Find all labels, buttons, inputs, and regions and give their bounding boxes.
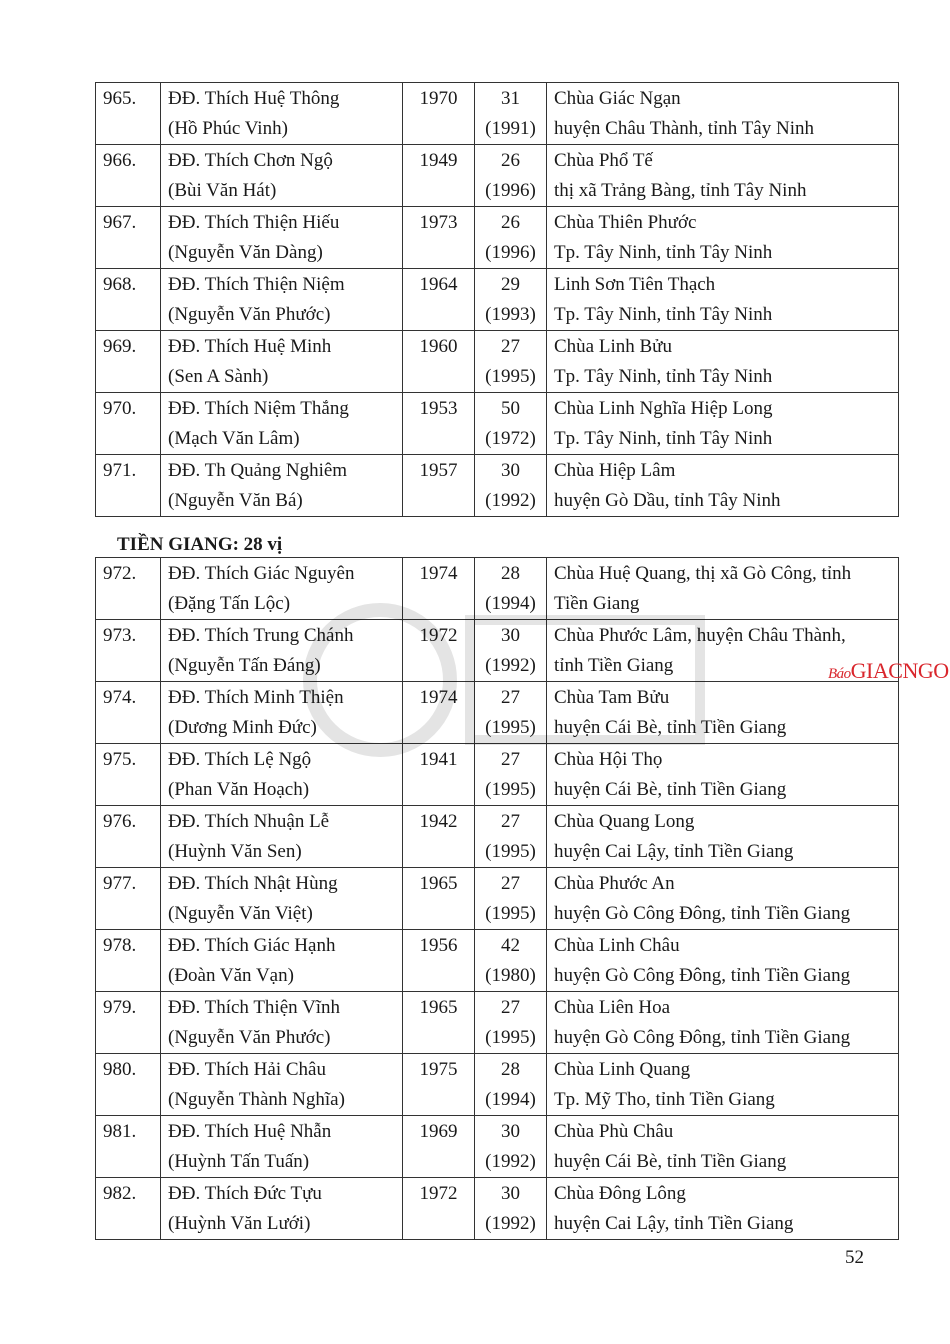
entry-number: 970. <box>96 393 161 455</box>
entry-age-line: 31 <box>501 88 520 109</box>
table-row <box>96 744 899 806</box>
table-row <box>96 806 899 868</box>
entry-age-line: 29 <box>501 274 520 295</box>
entry-birth-year: 1957 <box>403 455 475 517</box>
entry-age-line: 27 <box>501 336 520 357</box>
entry-number: 965. <box>96 83 161 145</box>
entry-birth-year: 1965 <box>403 992 475 1054</box>
entry-temple <box>547 558 899 620</box>
entry-birth-year: 1969 <box>403 1116 475 1178</box>
entry-temple-line: Chùa Thiên Phước <box>554 212 697 233</box>
entry-number: 976. <box>96 806 161 868</box>
entry-age-line: 27 <box>501 749 520 770</box>
entry-name <box>161 145 403 207</box>
entry-age-line: (1995) <box>485 1027 536 1048</box>
entry-temple-line: Chùa Tam Bửu <box>554 687 670 708</box>
table-row <box>96 207 899 269</box>
entry-temple <box>547 868 899 930</box>
entry-name <box>161 269 403 331</box>
entry-birth-year: 1942 <box>403 806 475 868</box>
entry-age-line: 27 <box>501 811 520 832</box>
entry-temple <box>547 1054 899 1116</box>
entry-name-line: (Nguyễn Văn Việt) <box>168 903 313 924</box>
entry-name <box>161 806 403 868</box>
entry-number: 967. <box>96 207 161 269</box>
entry-temple-line: Linh Sơn Tiên Thạch <box>554 274 716 295</box>
entry-temple-line: thị xã Trảng Bàng, tỉnh Tây Ninh <box>554 180 807 201</box>
entry-age <box>475 620 547 682</box>
entry-temple <box>547 930 899 992</box>
entry-name-line: (Nguyễn Văn Bá) <box>168 490 303 511</box>
entry-temple-line: Chùa Linh Bửu <box>554 336 672 357</box>
table-row <box>96 682 899 744</box>
entry-temple-line: Chùa Phù Châu <box>554 1121 674 1142</box>
entry-name-line: (Dương Minh Đức) <box>168 717 317 738</box>
entry-temple-line: huyện Gò Dầu, tỉnh Tây Ninh <box>554 490 781 511</box>
entry-temple <box>547 455 899 517</box>
entry-age-line: (1996) <box>485 242 536 263</box>
entry-age <box>475 1116 547 1178</box>
table-row <box>96 83 899 145</box>
entry-birth-year: 1974 <box>403 558 475 620</box>
entry-birth-year: 1960 <box>403 331 475 393</box>
section-title: TIỀN GIANG: 28 vị <box>117 534 283 555</box>
entry-age <box>475 1178 547 1240</box>
entry-age-line: 27 <box>501 997 520 1018</box>
entry-name <box>161 455 403 517</box>
entry-age-line: (1980) <box>485 965 536 986</box>
entry-name-line: ĐĐ. Thích Trung Chánh <box>168 625 354 646</box>
table-row <box>96 558 899 620</box>
entry-temple <box>547 992 899 1054</box>
entry-age-line: (1992) <box>485 1151 536 1172</box>
entry-name-line: (Nguyễn Thành Nghĩa) <box>168 1089 345 1110</box>
entry-age <box>475 83 547 145</box>
entry-name-line: (Huỳnh Văn Sen) <box>168 841 302 862</box>
entry-name-line: (Sen A Sành) <box>168 366 269 387</box>
entry-name <box>161 207 403 269</box>
entry-age-line: 26 <box>501 212 520 233</box>
entry-name-line: ĐĐ. Thích Huệ Minh <box>168 336 332 357</box>
entry-age-line: 27 <box>501 687 520 708</box>
entry-name-line: ĐĐ. Thích Thiện Vĩnh <box>168 997 341 1018</box>
entry-temple <box>547 145 899 207</box>
entry-age-line: (1992) <box>485 490 536 511</box>
entry-name-line: ĐĐ. Thích Lệ Ngộ <box>168 749 312 770</box>
entry-temple-line: huyện Cai Lậy, tỉnh Tiền Giang <box>554 841 794 862</box>
entry-temple-line: huyện Châu Thành, tỉnh Tây Ninh <box>554 118 814 139</box>
table-row <box>96 269 899 331</box>
entry-age <box>475 744 547 806</box>
entry-name-line: (Nguyễn Văn Phước) <box>168 304 331 325</box>
entry-temple-line: Tp. Tây Ninh, tỉnh Tây Ninh <box>554 304 773 325</box>
entry-age-line: 30 <box>501 1183 520 1204</box>
entry-temple-line: huyện Gò Công Đông, tỉnh Tiền Giang <box>554 965 851 986</box>
table-row <box>96 1178 899 1240</box>
entry-age-line: (1994) <box>485 593 536 614</box>
table-row <box>96 930 899 992</box>
watermark-name: GIACNGO <box>850 658 949 683</box>
entry-name-line: ĐĐ. Thích Huệ Thông <box>168 88 340 109</box>
table-row <box>96 145 899 207</box>
entry-temple-line: Chùa Phổ Tế <box>554 150 653 171</box>
entry-name-line: ĐĐ. Thích Chơn Ngộ <box>168 150 333 171</box>
entry-age <box>475 930 547 992</box>
entry-name <box>161 868 403 930</box>
entry-temple-line: huyện Gò Công Đông, tỉnh Tiền Giang <box>554 903 851 924</box>
entry-number: 981. <box>96 1116 161 1178</box>
entry-age <box>475 992 547 1054</box>
entry-temple <box>547 744 899 806</box>
entry-temple <box>547 207 899 269</box>
entry-name <box>161 620 403 682</box>
tien-giang-table-body <box>96 558 899 1240</box>
entry-name-line: ĐĐ. Thích Nhuận Lễ <box>168 811 330 832</box>
entry-age-line: (1993) <box>485 304 536 325</box>
entry-birth-year: 1956 <box>403 930 475 992</box>
entry-birth-year: 1953 <box>403 393 475 455</box>
entry-name-line: ĐĐ. Thích Giác Nguyên <box>168 563 355 584</box>
entry-temple-line: huyện Gò Công Đông, tỉnh Tiền Giang <box>554 1027 851 1048</box>
tien-giang-table <box>95 557 899 1240</box>
entry-birth-year: 1975 <box>403 1054 475 1116</box>
entry-age-line: 30 <box>501 1121 520 1142</box>
watermark-prefix: Báo <box>828 666 851 682</box>
tay-ninh-table-body <box>96 83 899 517</box>
entry-age-line: 28 <box>501 563 520 584</box>
entry-temple-line: Chùa Quang Long <box>554 811 695 832</box>
tay-ninh-table <box>95 82 899 517</box>
entry-age <box>475 682 547 744</box>
entry-name <box>161 1116 403 1178</box>
table-row <box>96 868 899 930</box>
entry-temple-line: Chùa Liên Hoa <box>554 997 671 1018</box>
entry-temple <box>547 83 899 145</box>
entry-temple-line: Tp. Tây Ninh, tỉnh Tây Ninh <box>554 366 773 387</box>
entry-birth-year: 1972 <box>403 1178 475 1240</box>
entry-age <box>475 207 547 269</box>
table-row <box>96 393 899 455</box>
entry-name-line: ĐĐ. Thích Hải Châu <box>168 1059 326 1080</box>
entry-temple-line: huyện Cái Bè, tỉnh Tiền Giang <box>554 717 787 738</box>
entry-age <box>475 145 547 207</box>
entry-number: 972. <box>96 558 161 620</box>
entry-temple-line: Chùa Linh Quang <box>554 1059 691 1080</box>
entry-age-line: 30 <box>501 625 520 646</box>
table-row <box>96 455 899 517</box>
entry-age-line: 27 <box>501 873 520 894</box>
entry-temple-line: Chùa Phước Lâm, huyện Châu Thành, <box>554 625 846 646</box>
entry-name-line: ĐĐ. Thích Thiện Niệm <box>168 274 345 295</box>
entry-age-line: (1991) <box>485 118 536 139</box>
entry-temple-line: Tiền Giang <box>554 593 640 614</box>
entry-birth-year: 1941 <box>403 744 475 806</box>
entry-age <box>475 806 547 868</box>
entry-name <box>161 1054 403 1116</box>
entry-temple-line: Chùa Hiệp Lâm <box>554 460 676 481</box>
entry-age-line: (1992) <box>485 1213 536 1234</box>
entry-age-line: (1972) <box>485 428 536 449</box>
entry-number: 973. <box>96 620 161 682</box>
entry-temple-line: tỉnh Tiền Giang <box>554 655 674 676</box>
entry-name-line: (Mạch Văn Lâm) <box>168 428 300 449</box>
entry-age <box>475 558 547 620</box>
entry-age <box>475 868 547 930</box>
entry-temple <box>547 331 899 393</box>
entry-name <box>161 393 403 455</box>
entry-temple <box>547 393 899 455</box>
entry-temple <box>547 269 899 331</box>
entry-name-line: (Đoàn Văn Vạn) <box>168 965 294 986</box>
entry-age-line: 30 <box>501 460 520 481</box>
entry-age-line: (1996) <box>485 180 536 201</box>
entry-temple <box>547 1178 899 1240</box>
entry-temple-line: Tp. Mỹ Tho, tỉnh Tiền Giang <box>554 1089 775 1110</box>
entry-name-line: ĐĐ. Thích Niệm Thắng <box>168 398 349 419</box>
entry-name-line: (Nguyễn Tấn Đáng) <box>168 655 321 676</box>
entry-temple-line: Chùa Hội Thọ <box>554 749 663 770</box>
entry-birth-year: 1974 <box>403 682 475 744</box>
entry-number: 979. <box>96 992 161 1054</box>
entry-number: 980. <box>96 1054 161 1116</box>
entry-name <box>161 331 403 393</box>
entry-birth-year: 1972 <box>403 620 475 682</box>
entry-age <box>475 331 547 393</box>
entry-name-line: (Bùi Văn Hát) <box>168 180 277 201</box>
entry-number: 974. <box>96 682 161 744</box>
entry-number: 977. <box>96 868 161 930</box>
entry-name-line: (Phan Văn Hoạch) <box>168 779 310 800</box>
entry-age-line: (1995) <box>485 717 536 738</box>
entry-age-line: (1995) <box>485 366 536 387</box>
entry-name-line: ĐĐ. Th Quảng Nghiêm <box>168 460 348 481</box>
entry-age <box>475 269 547 331</box>
entry-name <box>161 1178 403 1240</box>
entry-name-line: ĐĐ. Thích Thiện Hiếu <box>168 212 340 233</box>
entry-temple-line: Chùa Linh Châu <box>554 935 680 956</box>
entry-name-line: (Hồ Phúc Vinh) <box>168 118 288 139</box>
entry-name-line: (Huỳnh Tấn Tuấn) <box>168 1151 310 1172</box>
entry-name-line: (Nguyễn Văn Phước) <box>168 1027 331 1048</box>
entry-age-line: (1992) <box>485 655 536 676</box>
entry-temple-line: Tp. Tây Ninh, tỉnh Tây Ninh <box>554 242 773 263</box>
page-number: 52 <box>845 1247 864 1268</box>
entry-name-line: (Huỳnh Văn Lưới) <box>168 1213 311 1234</box>
entry-temple <box>547 806 899 868</box>
entry-age-line: (1995) <box>485 903 536 924</box>
entry-temple-line: Tp. Tây Ninh, tỉnh Tây Ninh <box>554 428 773 449</box>
entry-number: 975. <box>96 744 161 806</box>
entry-name <box>161 83 403 145</box>
entry-temple-line: Chùa Giác Ngạn <box>554 88 681 109</box>
table-row <box>96 1054 899 1116</box>
entry-name-line: ĐĐ. Thích Đức Tựu <box>168 1183 322 1204</box>
entry-name-line: ĐĐ. Thích Giác Hạnh <box>168 935 336 956</box>
table-row <box>96 620 899 682</box>
entry-age <box>475 393 547 455</box>
entry-age-line: 50 <box>501 398 520 419</box>
entry-temple-line: Chùa Phước An <box>554 873 675 894</box>
entry-temple-line: Chùa Huệ Quang, thị xã Gò Công, tỉnh <box>554 563 852 584</box>
entry-temple-line: huyện Cái Bè, tỉnh Tiền Giang <box>554 779 787 800</box>
entry-age-line: (1994) <box>485 1089 536 1110</box>
entry-age-line: 28 <box>501 1059 520 1080</box>
entry-name-line: (Đặng Tấn Lộc) <box>168 593 291 614</box>
entry-number: 966. <box>96 145 161 207</box>
entry-name-line: ĐĐ. Thích Nhật Hùng <box>168 873 338 894</box>
table-row <box>96 331 899 393</box>
entry-birth-year: 1970 <box>403 83 475 145</box>
entry-birth-year: 1973 <box>403 207 475 269</box>
entry-temple <box>547 682 899 744</box>
entry-birth-year: 1965 <box>403 868 475 930</box>
entry-age-line: 42 <box>501 935 520 956</box>
table-row <box>96 992 899 1054</box>
entry-name <box>161 930 403 992</box>
entry-temple-line: huyện Cai Lậy, tỉnh Tiền Giang <box>554 1213 794 1234</box>
entry-name <box>161 744 403 806</box>
entry-temple-line: Chùa Linh Nghĩa Hiệp Long <box>554 398 773 419</box>
entry-temple <box>547 1116 899 1178</box>
entry-age-line: (1995) <box>485 779 536 800</box>
entry-name <box>161 682 403 744</box>
entry-number: 968. <box>96 269 161 331</box>
entry-temple-line: Chùa Đông Lông <box>554 1183 686 1204</box>
watermark-brand <box>828 658 949 687</box>
entry-name-line: ĐĐ. Thích Minh Thiện <box>168 687 344 708</box>
entry-number: 971. <box>96 455 161 517</box>
entry-age-line: 26 <box>501 150 520 171</box>
entry-number: 978. <box>96 930 161 992</box>
entry-birth-year: 1949 <box>403 145 475 207</box>
entry-name <box>161 992 403 1054</box>
entry-number: 969. <box>96 331 161 393</box>
entry-temple-line: huyện Cái Bè, tỉnh Tiền Giang <box>554 1151 787 1172</box>
entry-age <box>475 1054 547 1116</box>
entry-name-line: ĐĐ. Thích Huệ Nhẫn <box>168 1121 332 1142</box>
entry-birth-year: 1964 <box>403 269 475 331</box>
entry-name <box>161 558 403 620</box>
entry-age <box>475 455 547 517</box>
table-row <box>96 1116 899 1178</box>
entry-name-line: (Nguyễn Văn Dàng) <box>168 242 323 263</box>
entry-age-line: (1995) <box>485 841 536 862</box>
entry-number: 982. <box>96 1178 161 1240</box>
